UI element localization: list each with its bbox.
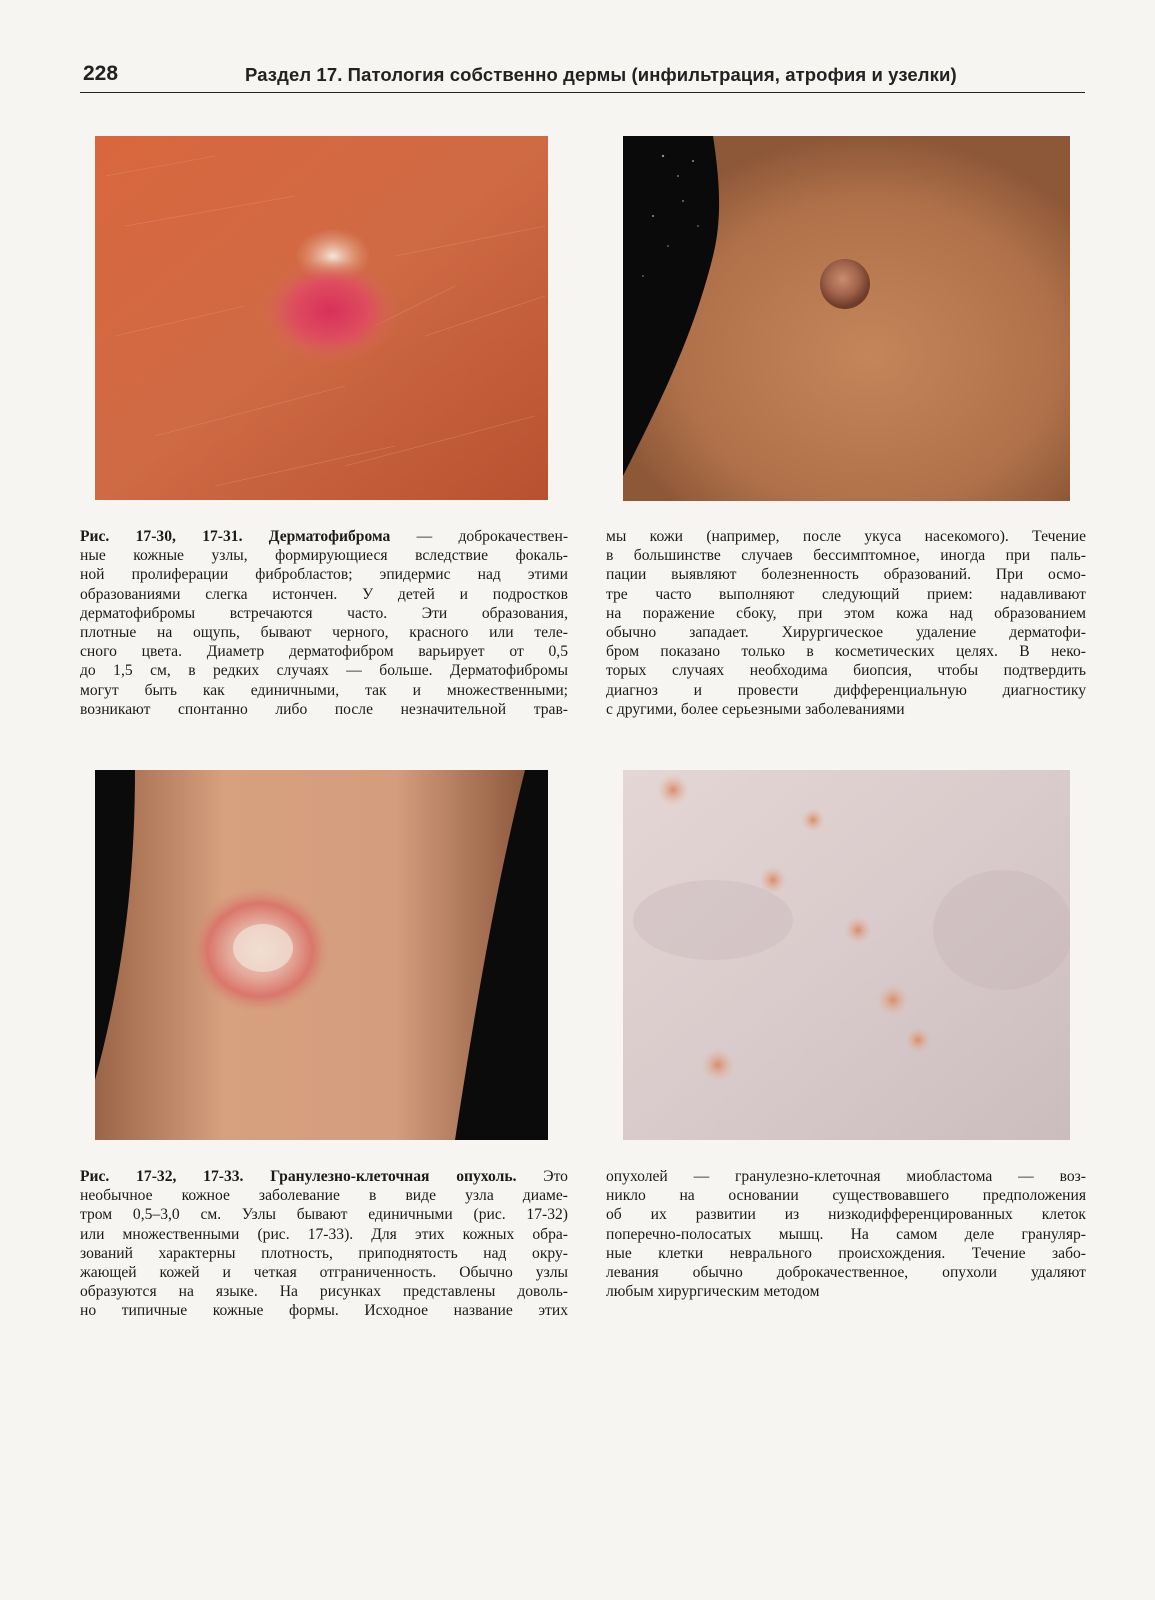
page-number: 228 bbox=[83, 62, 119, 85]
caption-line: любым хирургическим методом bbox=[606, 1283, 820, 1301]
caption-line: обычно западает. Хирургическое удаление дерматофи- bbox=[606, 623, 1086, 641]
caption-line: бром показано только в косметических целях. В неко- bbox=[606, 643, 1086, 661]
caption-granular-cell-tumor-right bbox=[606, 1167, 1086, 1301]
caption-line: могут быть как единичными, так и множественными; bbox=[80, 681, 568, 699]
caption-line: необычное кожное заболевание в виде узла диаме- bbox=[80, 1187, 568, 1205]
caption-line: образуются на языке. На рисунках представлены доволь- bbox=[80, 1283, 568, 1301]
caption-line: жающей кожей и четкая отграниченность. Обычно узлы bbox=[80, 1263, 568, 1281]
caption-line: левания обычно доброкачественное, опухоли удаляют bbox=[606, 1263, 1086, 1281]
caption-line: плотные на ощупь, бывают черного, красного или теле- bbox=[80, 623, 568, 641]
caption-line: но типичные кожные формы. Исходное название этих bbox=[80, 1302, 568, 1320]
photo-dermatofibroma-nodule bbox=[623, 136, 1070, 501]
caption-line: зований характерны плотность, приподнятость над окру- bbox=[80, 1244, 568, 1262]
caption-line: — доброкачествен- bbox=[390, 528, 569, 545]
caption-line: с другими, более серьезными заболеваниями bbox=[606, 700, 905, 718]
photo-granular-cell-tumor-multiple bbox=[623, 770, 1070, 1140]
caption-line: мы кожи (например, после укуса насекомого). Течение bbox=[606, 528, 1086, 545]
caption-line: диагноз и провести дифференциальную диагностику bbox=[606, 681, 1086, 699]
caption-dermatofibroma-left bbox=[80, 527, 568, 719]
photo-dermatofibroma-single bbox=[95, 136, 548, 500]
caption-line: пации выявляют болезненность образований. При осмо- bbox=[606, 566, 1086, 584]
caption-line: дерматофибромы встречаются часто. Эти образования, bbox=[80, 604, 568, 622]
caption-granular-cell-tumor-left bbox=[80, 1167, 568, 1321]
caption-line: образованиями слегка истончен. У детей и подростков bbox=[80, 585, 568, 603]
caption-line: ной пролиферации фибробластов; эпидермис над этими bbox=[80, 566, 568, 584]
caption-line: тром 0,5–3,0 см. Узлы бывают единичными (рис. 17-32) bbox=[80, 1206, 568, 1224]
figure-label: Рис. 17-30, 17-31. Дерматофиброма bbox=[80, 528, 391, 545]
caption-line: до 1,5 см, в редких случаях — больше. Дерматофибромы bbox=[80, 662, 568, 680]
caption-line: возникают спонтанно либо после незначительной трав- bbox=[80, 700, 568, 718]
caption-line: никло на основании существовавшего предположения bbox=[606, 1187, 1086, 1205]
caption-line: или множественными (рис. 17-33). Для этих кожных обра- bbox=[80, 1225, 568, 1243]
caption-line: поперечно-полосатых мышц. На самом деле грануляр- bbox=[606, 1225, 1086, 1243]
running-header bbox=[80, 58, 1085, 93]
caption-line: об их развитии из низкодифференцированных клеток bbox=[606, 1206, 1086, 1224]
caption-line: торых случаях необходима биопсия, чтобы подтвердить bbox=[606, 662, 1086, 680]
caption-dermatofibroma-right bbox=[606, 527, 1086, 719]
caption-line: Это bbox=[516, 1168, 568, 1185]
caption-line: ные кожные узлы, формирующиеся вследствие фокаль- bbox=[80, 547, 568, 565]
caption-line: опухолей — гранулезно-клеточная миобластома — воз- bbox=[606, 1168, 1086, 1185]
caption-line: тре часто выполняют следующий прием: надавливают bbox=[606, 585, 1086, 603]
caption-line: на поражение сбоку, при этом кожа над образованием bbox=[606, 604, 1086, 622]
figure-label: Рис. 17-32, 17-33. Гранулезно-клеточная опухоль. bbox=[80, 1168, 517, 1185]
caption-line: ные клетки неврального происхождения. Течение забо- bbox=[606, 1244, 1086, 1262]
running-title: Раздел 17. Патология собственно дермы (инфильтрация, атрофия и узелки) bbox=[245, 64, 957, 85]
caption-line: в большинстве случаев бессимптомное, иногда при паль- bbox=[606, 547, 1086, 565]
photo-granular-cell-tumor-single bbox=[95, 770, 548, 1140]
caption-line: сного цвета. Диаметр дерматофибром варьирует от 0,5 bbox=[80, 643, 568, 661]
